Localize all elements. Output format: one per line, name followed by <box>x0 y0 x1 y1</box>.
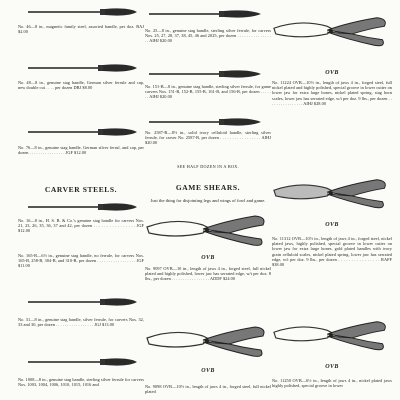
product-item <box>272 378 392 388</box>
product-item <box>145 84 271 100</box>
product-item <box>145 384 271 394</box>
game-shears-icon <box>145 324 271 362</box>
product-description: No. 48—8 in., genuine stag handle, German silver ferrule and cap, new double cut . . . . per dozen DBJ $8.00 <box>18 80 144 91</box>
game-shears-icon <box>272 14 392 52</box>
right-column <box>272 0 392 400</box>
product-description: No. 151-B—8 in., genuine stag handle, sterling silver ferrule, for game carvers Nos. 151-B, 152-B, 155-B, 161-B, and 156-B, per dozen . . . . . . . AIHJ $20.00 <box>145 84 271 100</box>
ovb-trademark-icon: OVB <box>325 222 339 228</box>
product-item <box>18 80 144 90</box>
product-description: No. 9098 OVB—10½ in., length of jaws 4 in., forged steel, full nickel plated <box>145 384 271 395</box>
product-item <box>18 218 144 234</box>
product-description: No. 11250 OVB—6½ in., length of jaws 4 in., nickel plated jaws highly polished, special groove in lower <box>272 378 392 389</box>
left-column <box>18 0 144 400</box>
middle-column <box>145 0 271 400</box>
ovb-trademark-icon: OVB <box>201 255 215 261</box>
section-heading: GAME SHEARS. <box>175 183 241 192</box>
ovb-trademark-icon: OVB <box>325 70 339 76</box>
product-description: No. 165-B—6½ in., genuine stag handle, no ferrule, for carvers Nos. 165-B, 258-B, 304-B, and 310-B, per dozen . . . . . . . . . . . . . . . . . JGF $11.00 <box>18 253 144 269</box>
product-description: No. 9097 OVB—10 in., length of jaws 4 in., forged steel, full nickel plated and highly polished, lower jaw has serrated edge, w/t per doz. 8 lbs., per dozen . . . . . . . . . . . . . . . . . ADDF $24.00 <box>145 266 271 282</box>
product-item <box>18 24 144 34</box>
ovb-trademark-icon: OVB <box>325 364 339 370</box>
sharpening-steel-icon <box>28 62 138 74</box>
product-item <box>145 28 271 44</box>
product-description: No. 46—8 in., magnetic family steel, assorted handle, per doz. BAJ $2.00 <box>18 24 144 35</box>
sharpening-steel-icon <box>28 296 138 308</box>
product-item <box>18 253 144 269</box>
sharpening-steel-icon <box>28 201 138 213</box>
product-description: No. 11224 OVB—10½ in., length of jaws 4 in., forged steel, full nickel plated and highly polished, special groove in lower cutter on lower jaw for extra large bones, nickel plated spring, stag horn scales, lower jaw has serrated edge, w/t per doz. 9 lbs., per dozen . . . . . . . . . . . . . . . . AIHJ $28.00 <box>272 80 392 106</box>
sharpening-steel-icon <box>28 6 138 18</box>
product-description: No. 76—8 in., genuine stag handle, German silver ferrul, and cap, per dozen . . . . . . . . . . . . . . . . JGF $12.00 <box>18 145 144 156</box>
game-shears-icon <box>272 318 392 356</box>
product-description: No. 11312 OVB—10½ in., length of jaws 4 in., forged steel, nickel plated jaws, highly polished, special groove in lower cutter on lower jaw for extra large bones, gold plated handles with ivory grain celluloid scales, nickel plated spring, lower jaw has serrated edge, w/t per doz. 9 lbs., per dozen . . . . . . . . . . . . . . . . RAFF $38.00 <box>272 236 392 268</box>
product-item <box>145 130 271 146</box>
shears-intro <box>145 198 271 203</box>
sharpening-steel-icon <box>149 116 264 128</box>
product-description: No. 31—8 in., genuine stag handle, silver ferrule, for carvers Nos. 32, 33 and 30, per dozen . . . . . . . . . . . . . . . . . JGJ $13.00 <box>18 317 144 328</box>
sharpening-steel-icon <box>28 356 138 368</box>
product-item <box>18 145 144 155</box>
ovb-trademark-icon: OVB <box>201 368 215 374</box>
product-description: No. 1008—8 in., genuine stag handle, sterling silver ferrule for carvers Nos. 1003, 1004, 1006, 1010, 1015, 1016 and <box>18 377 144 388</box>
product-description: No. 16—8 in., H. S. B. & Co.'s genuine stag handle for carvers Nos. 21, 23, 26, 35, 36, 37 and 42, per dozen . . . . . . . . . . . . . . . . JGF $12.00 <box>18 218 144 234</box>
product-item <box>145 266 271 282</box>
product-item <box>272 80 392 106</box>
product-item <box>18 377 144 387</box>
product-item <box>272 236 392 267</box>
section-heading: CARVER STEELS. <box>44 185 118 194</box>
product-description: No. 25—8 in., genuine stag handle, sterling silver ferrule, for carvers Nos. 25, 27, 28, 37, 38, 45, 46 and 2025, per dozen . . . . . . . . . . . . . . . . . AIHJ $20.00 <box>145 28 271 44</box>
sharpening-steel-icon <box>149 8 264 20</box>
product-item <box>18 317 144 327</box>
intro-text: Just the thing for disjointing legs and wings of fowl and game. <box>150 198 266 203</box>
sharpening-steel-icon <box>149 68 264 80</box>
sharpening-steel-icon <box>28 126 138 138</box>
game-shears-icon <box>145 213 271 251</box>
game-shears-icon <box>272 176 392 214</box>
product-description: No. 2587-B—8½ in., solid ivory celluloid handle, sterling silver ferrule, for carver No. 2587-B, per dozen . . . . . . . . . . . . . . . . . AIHJ $20.00 <box>145 130 271 146</box>
half-dozen-note: SEE HALF DOZEN IN A BOX. <box>177 164 239 169</box>
